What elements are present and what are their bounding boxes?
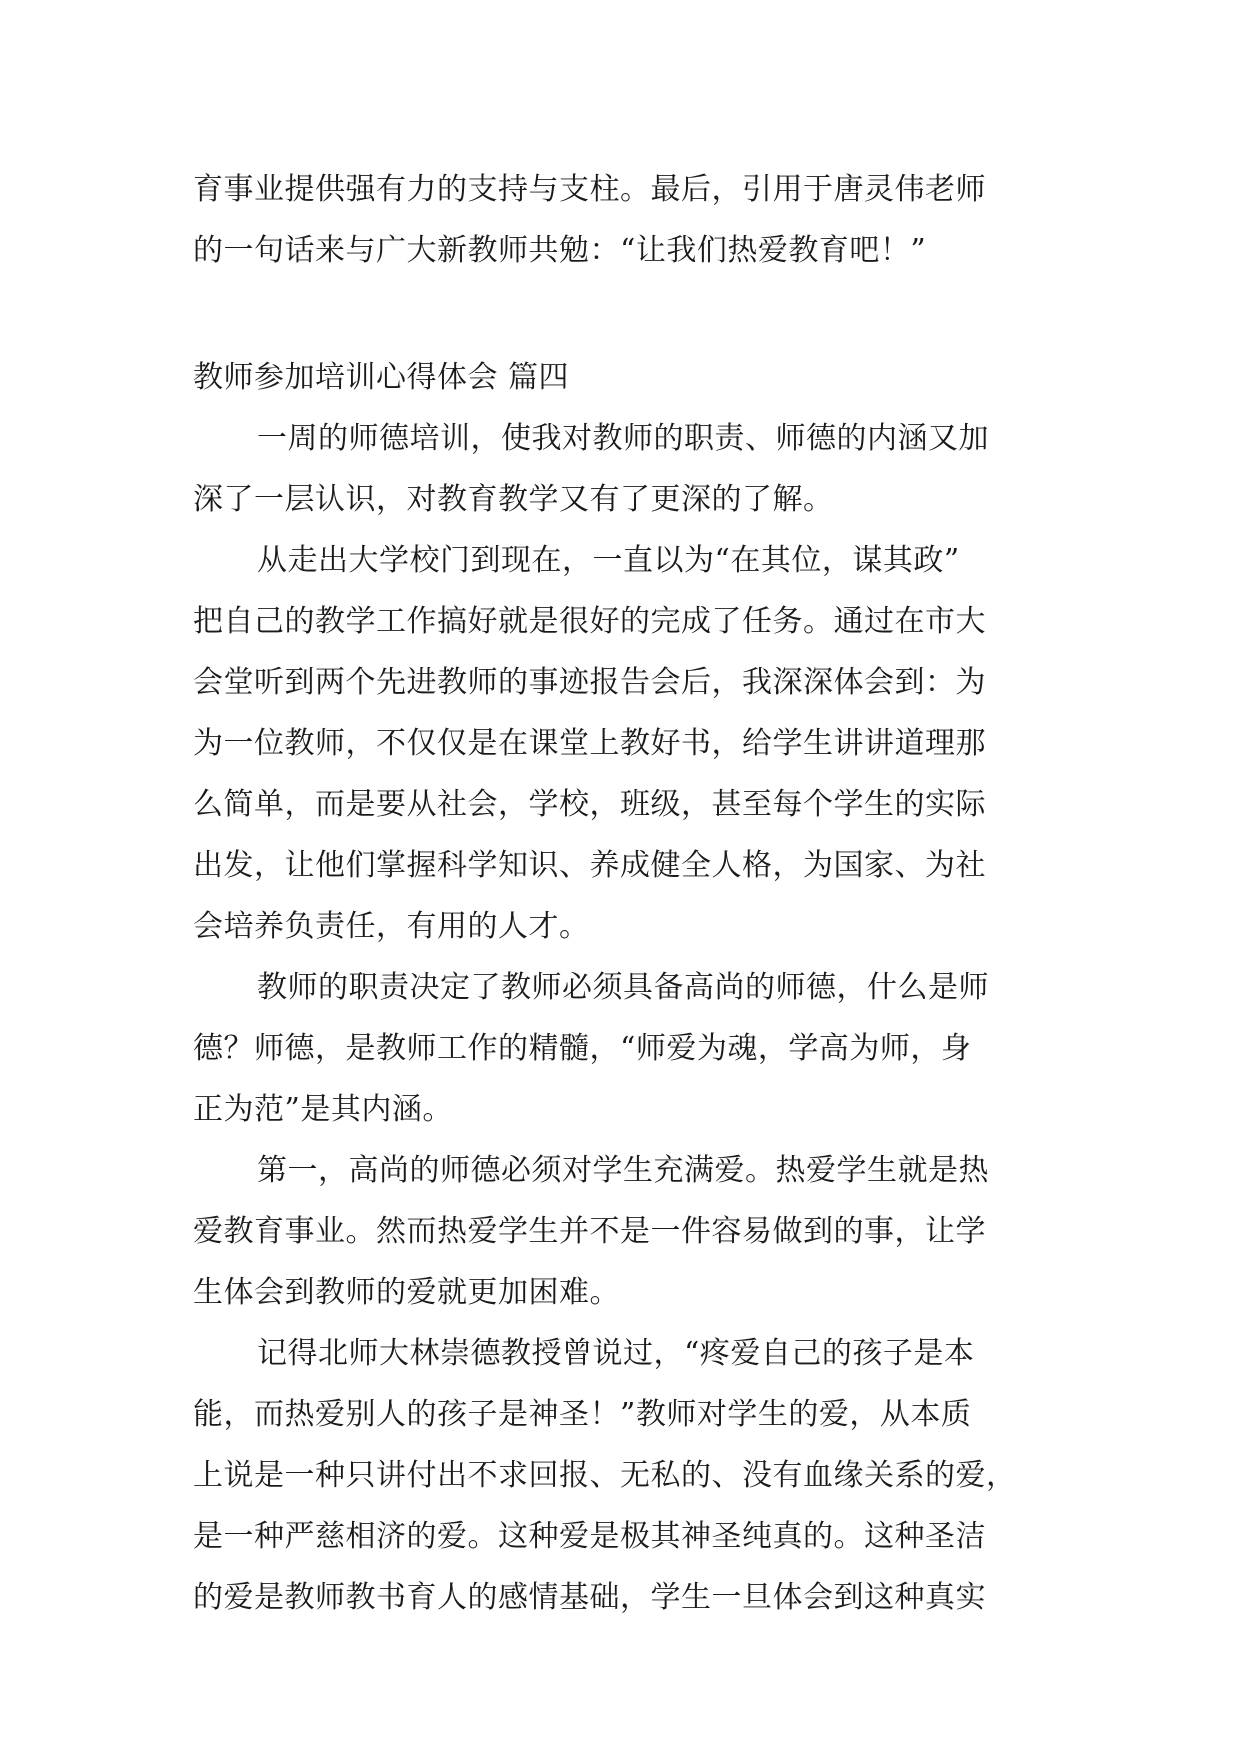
paragraph-line: 出发，让他们掌握科学知识、养成健全人格，为国家、为社 xyxy=(193,848,986,883)
paragraph-line: 深了一层认识，对教育教学又有了更深的了解。 xyxy=(193,482,834,517)
paragraph-line: 教师的职责决定了教师必须具备高尚的师德，什么是师 xyxy=(257,970,989,1005)
paragraph-3 xyxy=(193,957,1053,1140)
paragraph-line: 是一种严慈相济的爱。这种爱是极其神圣纯真的。这种圣洁 xyxy=(193,1519,986,1554)
paragraph-1 xyxy=(193,408,1053,530)
paragraph-line: 正为范”是其内涵。 xyxy=(193,1092,453,1127)
paragraph-5 xyxy=(193,1323,1053,1628)
paragraph-line: 会堂听到两个先进教师的事迹报告会后，我深深体会到：为 xyxy=(193,665,986,700)
paragraph-line: 把自己的教学工作搞好就是很好的完成了任务。通过在市大 xyxy=(193,604,986,639)
paragraph-2 xyxy=(193,530,1053,957)
section-spacer xyxy=(193,281,1053,347)
intro-line: 的一句话来与广大新教师共勉：“让我们热爱教育吧！” xyxy=(193,233,927,268)
document-body xyxy=(193,159,1053,1628)
paragraph-line: 记得北师大林崇德教授曾说过，“疼爱自己的孩子是本 xyxy=(257,1336,975,1371)
paragraph-line: 么简单，而是要从社会，学校，班级，甚至每个学生的实际 xyxy=(193,787,986,822)
paragraph-line: 一周的师德培训，使我对教师的职责、师德的内涵又加 xyxy=(257,421,989,456)
paragraph-line: 为一位教师，不仅仅是在课堂上教好书，给学生讲讲道理那 xyxy=(193,726,986,761)
paragraph-line: 的爱是教师教书育人的感情基础，学生一旦体会到这种真实 xyxy=(193,1580,986,1615)
paragraph-line: 上说是一种只讲付出不求回报、无私的、没有血缘关系的爱， xyxy=(193,1458,1017,1493)
paragraph-line: 生体会到教师的爱就更加困难。 xyxy=(193,1275,620,1310)
section-title: 教师参加培训心得体会 篇四 xyxy=(193,360,570,395)
paragraph-4 xyxy=(193,1140,1053,1323)
paragraph-line: 爱教育事业。然而热爱学生并不是一件容易做到的事，让学 xyxy=(193,1214,986,1249)
paragraph-line: 第一，高尚的师德必须对学生充满爱。热爱学生就是热 xyxy=(257,1153,989,1188)
paragraph-line: 能，而热爱别人的孩子是神圣！”教师对学生的爱，从本质 xyxy=(193,1397,972,1432)
paragraph-line: 德？师德，是教师工作的精髓，“师爱为魂，学高为师，身 xyxy=(193,1031,972,1066)
paragraph-line: 会培养负责任，有用的人才。 xyxy=(193,909,590,944)
paragraph-line: 从走出大学校门到现在，一直以为“在其位，谋其政” xyxy=(257,543,960,578)
intro-line: 育事业提供强有力的支持与支柱。最后，引用于唐灵伟老师 xyxy=(193,172,986,207)
